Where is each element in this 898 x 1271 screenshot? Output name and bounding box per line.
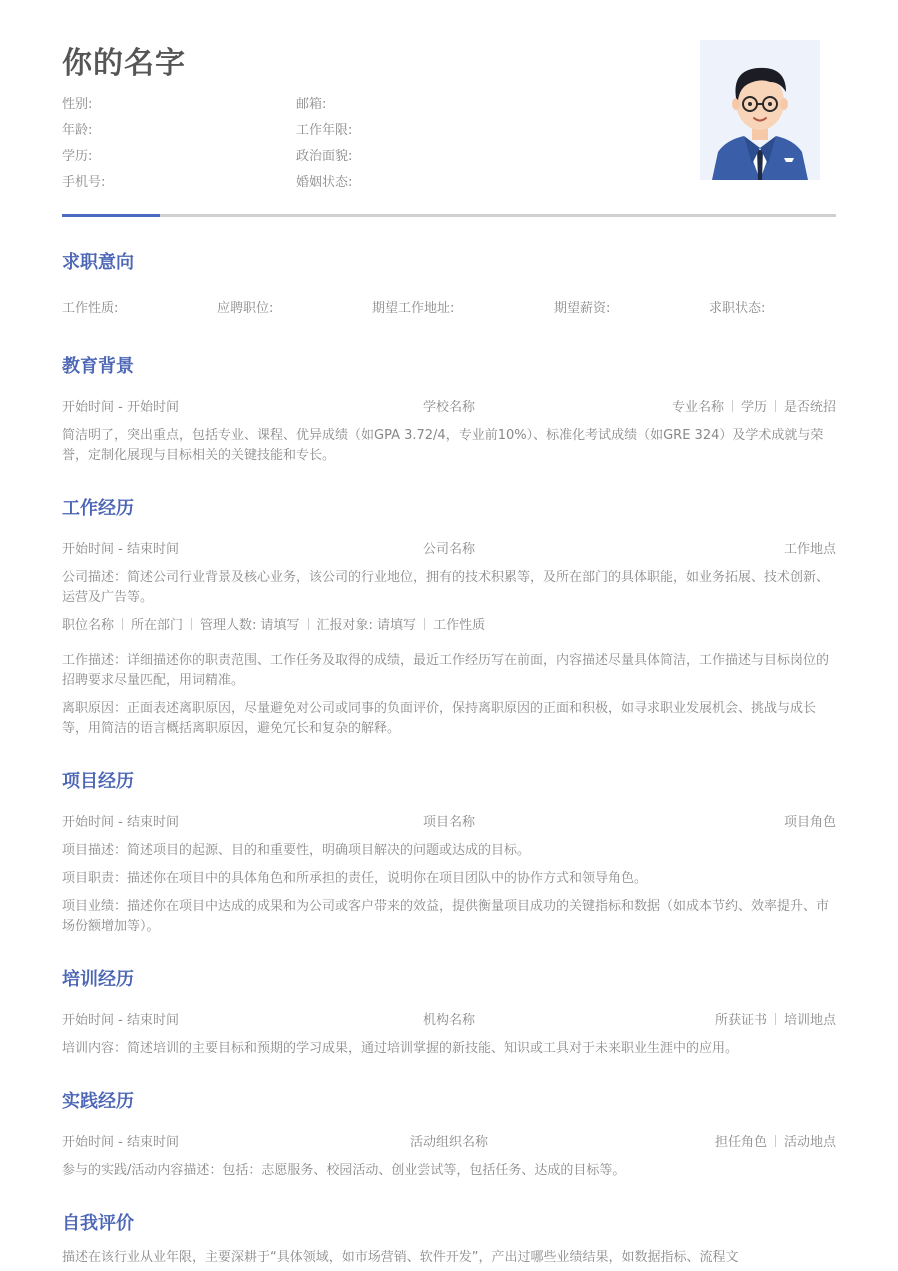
work-date: 开始时间 - 结束时间 — [62, 542, 179, 557]
avatar — [700, 40, 820, 180]
intent-row — [62, 297, 836, 315]
work-tag-team-size: 管理人数: 请填写 — [200, 618, 300, 633]
education-description: 简洁明了，突出重点，包括专业、课程、优异成绩（如GPA 3.72/4，专业前10%）、标准化考试成绩（如GRE 324）及学术成就与荣誉，定制化展现与目标相关的关键技能和专长。 — [62, 428, 824, 463]
info-education: 学历: — [62, 149, 93, 164]
work-company: 公司名称 — [422, 542, 475, 557]
practice-location: 活动地点 — [783, 1135, 836, 1150]
work-tag-position: 职位名称 — [62, 618, 115, 633]
header-divider-accent — [62, 214, 160, 217]
project-meta-row — [62, 811, 836, 829]
education-major: 专业名称 — [671, 400, 724, 415]
practice-date: 开始时间 - 结束时间 — [62, 1135, 179, 1150]
self-description: 描述在该行业从业年限，主要深耕于“具体领域，如市场营销、软件开发”，产出过哪些业绩结果，如数据指标、流程文 — [62, 1250, 739, 1265]
training-details — [715, 1009, 836, 1028]
info-gender: 性别: — [62, 97, 93, 112]
info-phone: 手机号: — [62, 175, 106, 190]
work-tags-row — [62, 616, 836, 636]
practice-details — [715, 1131, 836, 1150]
education-details — [672, 396, 836, 415]
training-org: 机构名称 — [422, 1013, 475, 1028]
practice-description: 参与的实践/活动内容描述：包括：志愿服务、校园活动、创业尝试等，包括任务、达成的目标等。 — [62, 1163, 626, 1178]
info-age: 年龄: — [62, 123, 93, 138]
candidate-name: 你的名字 — [62, 46, 186, 81]
project-achievement: 项目业绩：描述你在项目中达成的成果和为公司或客户带来的效益，提供衡量项目成功的关键指标和数据（如成本节约、效率提升、市场份额增加等）。 — [62, 899, 830, 934]
practice-role: 担任角色 — [714, 1135, 767, 1150]
section-title-practice: 实践经历 — [62, 1091, 134, 1112]
work-leave-reason: 离职原因：正面表述离职原因，尽量避免对公司或同事的负面评价，保持离职原因的正面和积极，如寻求职业发展机会、挑战与成长等，用简洁的语言概括离职原因，避免冗长和复杂的解释。 — [62, 701, 817, 736]
project-duty: 项目职责：描述你在项目中的具体角色和所承担的责任，说明你在项目团队中的协作方式和领导角色。 — [62, 871, 648, 886]
education-full-time: 是否统招 — [783, 400, 836, 415]
info-email: 邮箱: — [296, 97, 327, 112]
project-role: 项目角色 — [783, 815, 836, 830]
info-marital-status: 婚姻状态: — [296, 175, 353, 190]
intent-position: 应聘职位: — [217, 301, 274, 316]
info-work-years: 工作年限: — [296, 123, 353, 138]
intent-job-type: 工作性质: — [62, 301, 119, 316]
project-date: 开始时间 - 结束时间 — [62, 815, 179, 830]
education-date: 开始时间 - 开始时间 — [62, 400, 179, 415]
practice-org: 活动组织名称 — [409, 1135, 488, 1150]
work-description: 工作描述：详细描述你的职责范围、工作任务及取得的成绩，最近工作经历写在前面，内容描述尽量具体简洁，工作描述与目标岗位的招聘要求尽量匹配，用词精准。 — [62, 653, 830, 688]
section-title-training: 培训经历 — [62, 969, 134, 990]
work-location: 工作地点 — [783, 542, 836, 557]
education-degree: 学历 — [740, 400, 767, 415]
section-title-work: 工作经历 — [62, 498, 134, 519]
project-description: 项目描述：简述项目的起源、目的和重要性，明确项目解决的问题或达成的目标。 — [62, 843, 531, 858]
work-tag-department: 所在部门 — [131, 618, 184, 633]
work-company-description: 公司描述：简述公司行业背景及核心业务，该公司的行业地位，拥有的技术积累等，及所在部门的具体职能，如业务拓展、技术创新、运营及广告等。 — [62, 570, 830, 605]
education-meta-row — [62, 396, 836, 414]
intent-salary: 期望薪资: — [554, 301, 611, 316]
education-school: 学校名称 — [422, 400, 475, 415]
work-meta-row — [62, 538, 836, 556]
training-meta-row — [62, 1009, 836, 1027]
project-name: 项目名称 — [422, 815, 475, 830]
section-title-project: 项目经历 — [62, 771, 134, 792]
training-description: 培训内容：简述培训的主要目标和预期的学习成果，通过培训掌握的新技能、知识或工具对于未来职业生涯中的应用。 — [62, 1041, 739, 1056]
section-title-self: 自我评价 — [62, 1213, 134, 1234]
training-location: 培训地点 — [783, 1013, 836, 1028]
work-tag-job-type: 工作性质 — [433, 618, 486, 633]
section-title-education: 教育背景 — [62, 356, 134, 377]
info-political-status: 政治面貌: — [296, 149, 353, 164]
work-tag-reports-to: 汇报对象: 请填写 — [316, 618, 417, 633]
avatar-illustration-icon — [700, 40, 820, 180]
training-date: 开始时间 - 结束时间 — [62, 1013, 179, 1028]
practice-meta-row — [62, 1131, 836, 1149]
header-divider — [62, 214, 836, 217]
section-title-intent: 求职意向 — [62, 252, 134, 273]
intent-location: 期望工作地址: — [372, 301, 455, 316]
intent-status: 求职状态: — [709, 301, 766, 316]
training-certificate: 所获证书 — [714, 1013, 767, 1028]
